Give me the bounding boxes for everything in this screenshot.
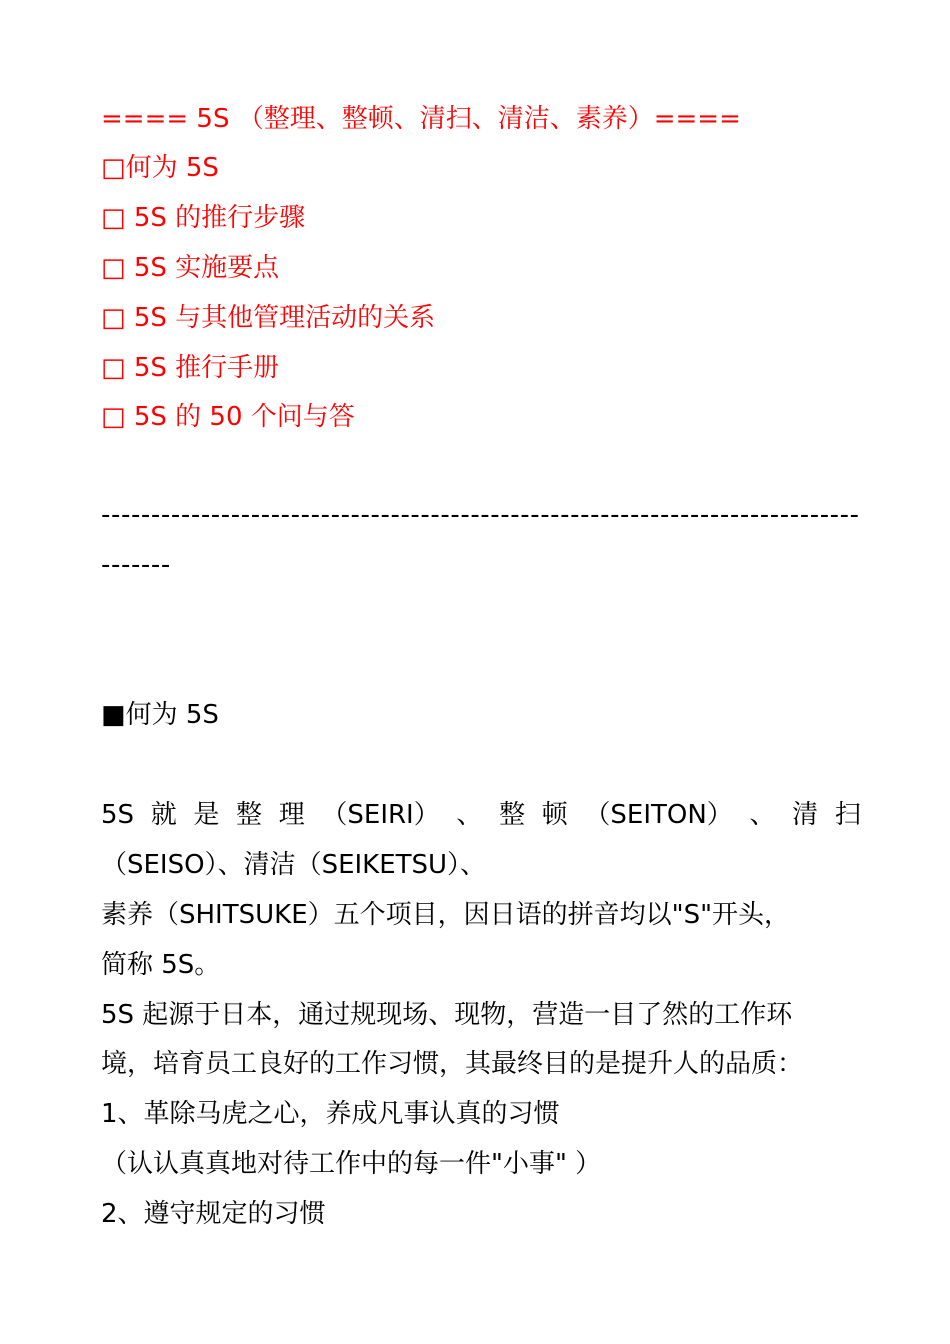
body-word: 清 — [792, 800, 819, 830]
toc-item-what-is-5s[interactable]: □何为 5S — [101, 153, 219, 183]
body-word: 、 — [749, 800, 776, 830]
body-line-8: （认认真真地对待工作中的每一件"小事" ） — [101, 1149, 602, 1179]
body-line-7: 1、革除马虎之心，养成凡事认真的习惯 — [101, 1099, 560, 1129]
body-word: （SEITON） — [584, 800, 733, 830]
body-line-4: 简称 5S。 — [101, 950, 221, 980]
body-word: 就 — [150, 800, 177, 830]
body-word: 、 — [456, 800, 483, 830]
section-heading: ■何为 5S — [101, 700, 219, 730]
toc-item-manual[interactable]: □ 5S 推行手册 — [101, 353, 280, 383]
body-word: （SEIRI） — [321, 800, 440, 830]
body-line-1 — [101, 798, 861, 832]
body-line-3: 素养（SHITSUKE）五个项目，因日语的拼音均以"S"开头， — [101, 900, 791, 930]
toc-item-relationship[interactable]: □ 5S 与其他管理活动的关系 — [101, 303, 436, 333]
toc-item-50-qa[interactable]: □ 5S 的 50 个问与答 — [101, 402, 355, 432]
toc-item-promotion-steps[interactable]: □ 5S 的推行步骤 — [101, 203, 306, 233]
body-word: 整 — [499, 800, 526, 830]
body-word: 理 — [278, 800, 305, 830]
document-title-line: ==== 5S （整理、整顿、清扫、清洁、素养）==== — [101, 104, 741, 134]
body-line-5: 5S 起源于日本，通过规现场、现物，营造一目了然的工作环 — [101, 1000, 793, 1030]
body-line-2: （SEISO）、清洁（SEIKETSU）、 — [101, 850, 487, 880]
body-word: 扫 — [834, 800, 861, 830]
toc-item-implementation-points[interactable]: □ 5S 实施要点 — [101, 253, 280, 283]
body-line-9: 2、遵守规定的习惯 — [101, 1199, 326, 1229]
body-word: 是 — [193, 800, 220, 830]
body-line-6: 境，培育员工良好的工作习惯，其最终目的是提升人的品质： — [101, 1049, 804, 1079]
separator-line-continued: ------- — [101, 550, 171, 580]
body-word: 5S — [101, 800, 135, 830]
separator-line: ---------------------------------------------------------------------------- — [101, 500, 860, 530]
body-word: 整 — [236, 800, 263, 830]
body-word: 顿 — [541, 800, 568, 830]
